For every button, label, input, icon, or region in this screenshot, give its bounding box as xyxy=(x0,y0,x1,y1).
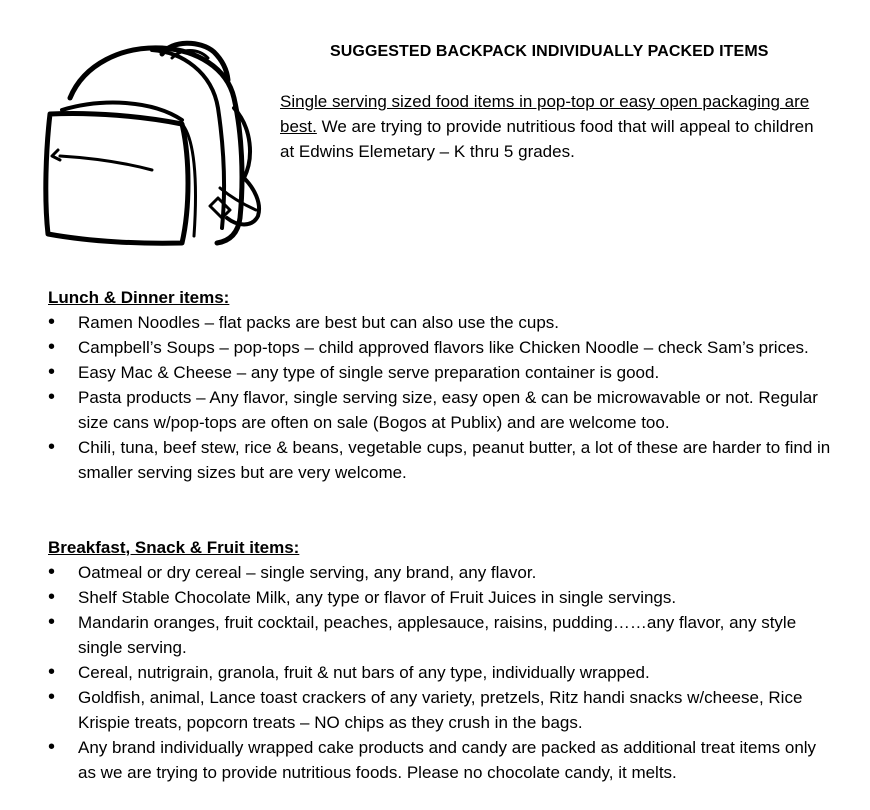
list-item: • Chili, tuna, beef stew, rice & beans, vegetable cups, peanut butter, a lot of these are harder to find in smaller serving sizes but are very welcome. xyxy=(48,435,838,485)
section-heading: Lunch & Dinner items: xyxy=(48,288,230,307)
list-item: • Ramen Noodles – flat packs are best but can also use the cups. xyxy=(48,310,838,335)
backpack-illustration xyxy=(22,38,268,248)
list-item: • Cereal, nutrigrain, granola, fruit & nut bars of any type, individually wrapped. xyxy=(48,660,838,685)
list-item: • Mandarin oranges, fruit cocktail, peaches, applesauce, raisins, pudding……any flavor, any style single serving. xyxy=(48,610,838,660)
list-item: • Goldfish, animal, Lance toast crackers of any variety, pretzels, Ritz handi snacks w/cheese, Rice Krispie treats, popcorn treats – NO chips as they crush in the bags. xyxy=(48,685,838,735)
intro-paragraph xyxy=(280,89,832,164)
list-item: • Easy Mac & Cheese – any type of single serve preparation container is good. xyxy=(48,360,838,385)
list-item: • Shelf Stable Chocolate Milk, any type or flavor of Fruit Juices in single servings. xyxy=(48,585,838,610)
page-title: SUGGESTED BACKPACK INDIVIDUALLY PACKED ITEMS xyxy=(330,43,769,60)
intro-underlined-text: Single serving sized food items in pop-top or easy open packaging are best. xyxy=(280,92,810,136)
list-item: • Pasta products – Any flavor, single serving size, easy open & can be microwavable or not. Regular size cans w/pop-tops are often on sale (Bogos at Publix) and are welcome too. xyxy=(48,385,838,435)
list-item: • Oatmeal or dry cereal – single serving, any brand, any flavor. xyxy=(48,560,838,585)
list-item: • Campbell’s Soups – pop-tops – child approved flavors like Chicken Noodle – check Sam’s prices. xyxy=(48,335,838,360)
list-item: • Any brand individually wrapped cake products and candy are packed as additional treat items only as we are trying to provide nutritious foods. Please no chocolate candy, it melts. xyxy=(48,735,838,785)
lunch-dinner-section xyxy=(48,285,838,485)
intro-text: We are trying to provide nutritious food that will appeal to children at Edwins Elemetary – K thru 5 grades. xyxy=(280,117,814,161)
item-list xyxy=(48,560,838,785)
item-list xyxy=(48,310,838,485)
section-heading: Breakfast, Snack & Fruit items: xyxy=(48,538,300,557)
breakfast-snack-fruit-section xyxy=(48,535,838,785)
